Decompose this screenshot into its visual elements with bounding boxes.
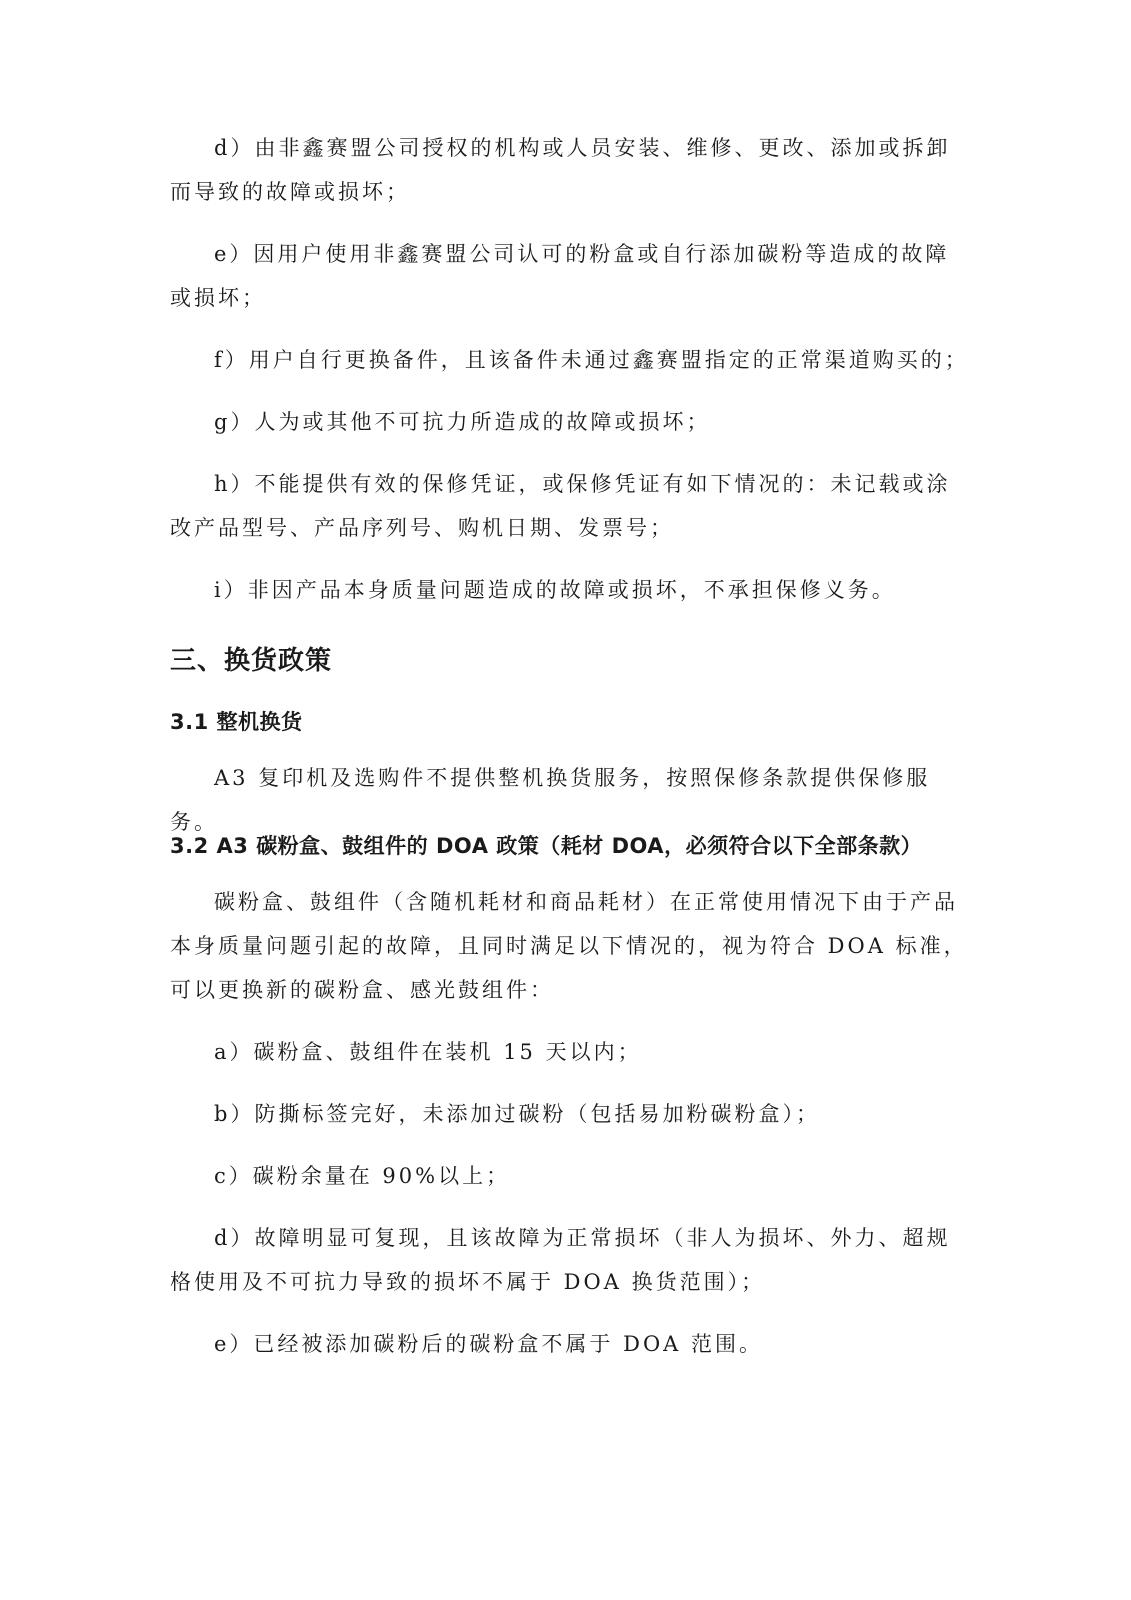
paragraph-text: 碳粉盒、鼓组件（含随机耗材和商品耗材）在正常使用情况下由于产品本身质量问题引起的故障，且同时满足以下情况的，视为符合 DOA 标准，可以更换新的碳粉盒、感光鼓组件：: [170, 890, 968, 1002]
paragraph-item-d: [170, 126, 970, 214]
paragraph-text: A3 复印机及选购件不提供整机换货服务，按照保修条款提供保修服务。: [170, 766, 931, 834]
paragraph-text: e）因用户使用非鑫赛盟公司认可的粉盒或自行添加碳粉等造成的故障或损坏；: [170, 242, 950, 310]
paragraph-text: b）防撕标签完好，未添加过碳粉（包括易加粉碳粉盒）；: [214, 1102, 820, 1126]
paragraph-text: a）碳粉盒、鼓组件在装机 15 天以内；: [214, 1040, 642, 1064]
paragraph-text: f）用户自行更换备件，且该备件未通过鑫赛盟指定的正常渠道购买的；: [214, 348, 969, 372]
paragraph-item-e: [170, 232, 970, 320]
paragraph-text: g）人为或其他不可抗力所造成的故障或损坏；: [214, 410, 711, 434]
section-3-2-intro: [170, 880, 970, 1012]
paragraph-text: i）非因产品本身质量问题造成的故障或损坏，不承担保修义务。: [214, 578, 896, 602]
paragraph-item-h: [170, 462, 970, 550]
section-3-title: 三、换货政策: [170, 646, 333, 676]
section-3-2-title: 3.2 A3 碳粉盒、鼓组件的 DOA 政策（耗材 DOA，必须符合以下全部条款）: [170, 834, 923, 858]
doa-item-c: [170, 1154, 970, 1198]
paragraph-item-i: [170, 568, 970, 612]
doa-item-a: [170, 1030, 970, 1074]
paragraph-text: c）碳粉余量在 90%以上；: [214, 1164, 511, 1188]
doa-item-b: [170, 1092, 970, 1136]
section-3-1-title: 3.1 整机换货: [170, 710, 303, 734]
paragraph-text: e）已经被添加碳粉后的碳粉盒不属于 DOA 范围。: [214, 1332, 763, 1356]
paragraph-item-g: [170, 400, 970, 444]
doa-item-e: [170, 1322, 970, 1366]
paragraph-text: h）不能提供有效的保修凭证，或保修凭证有如下情况的：未记载或涂改产品型号、产品序列号、购机日期、发票号；: [170, 472, 951, 540]
paragraph-text: d）故障明显可复现，且该故障为正常损坏（非人为损坏、外力、超规格使用及不可抗力导致的损坏不属于 DOA 换货范围）；: [170, 1226, 951, 1294]
doa-item-d: [170, 1216, 970, 1304]
paragraph-item-f: [170, 338, 970, 382]
paragraph-text: d）由非鑫赛盟公司授权的机构或人员安装、维修、更改、添加或拆卸而导致的故障或损坏；: [170, 136, 951, 204]
